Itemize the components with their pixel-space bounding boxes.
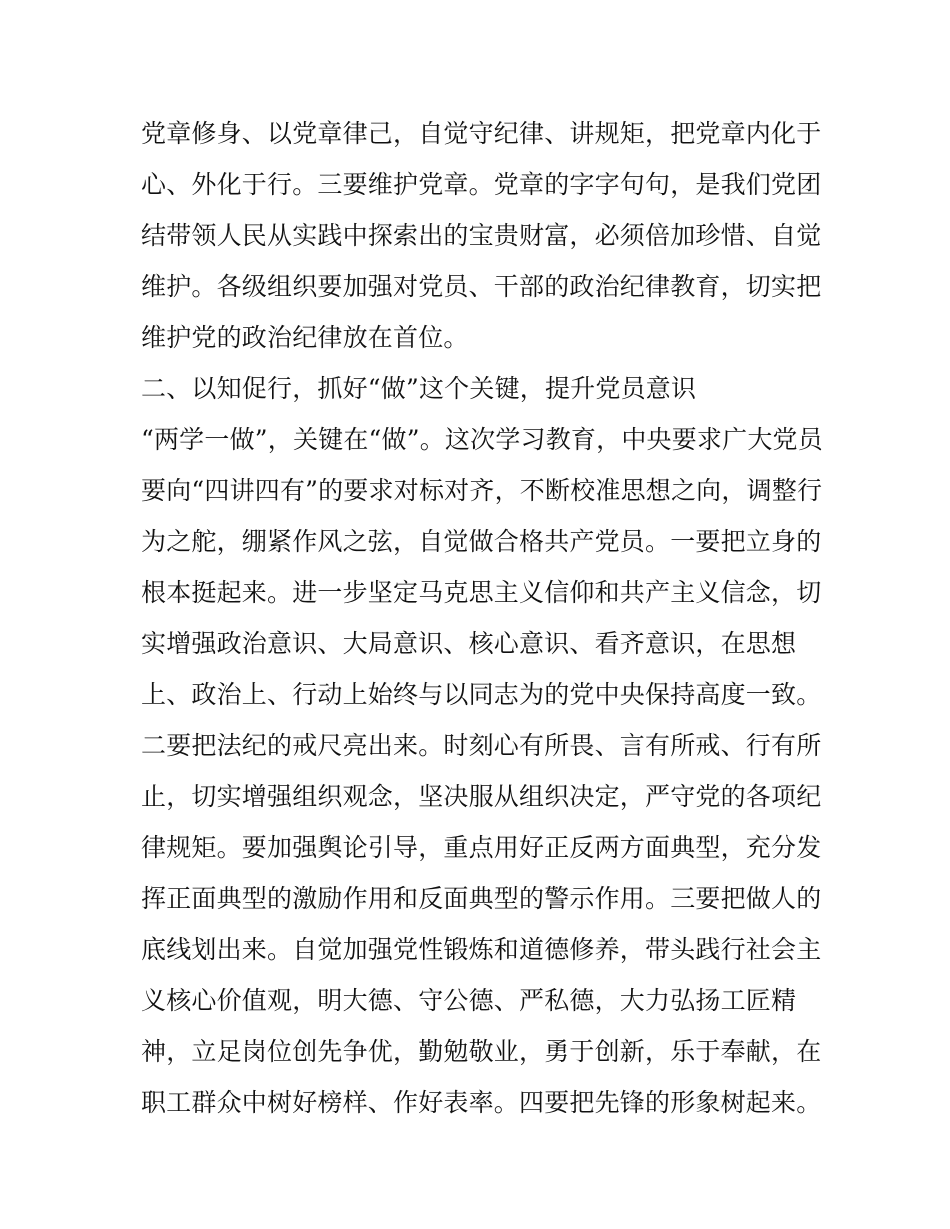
body-text [141,108,821,1128]
text-line: 挥正面典型的激励作用和反面典型的警示作用。三要把做人的 [141,884,822,913]
text-line: 结带领人民从实践中探索出的宝贵财富，必须倍加珍惜、自觉 [141,221,822,250]
text-line: 实增强政治意识、大局意识、核心意识、看齐意识，在思想 [141,629,797,658]
text-line: 要向“四讲四有”的要求对标对齐，不断校准思想之向，调整行 [141,476,823,505]
text-line: 底线划出来。自觉加强党性锻炼和道德修养，带头践行社会主 [141,935,822,964]
text-line: 为之舵，绷紧作风之弦，自觉做合格共产党员。一要把立身的 [141,527,822,556]
text-line: 维护。各级组织要加强对党员、干部的政治纪律教育，切实把 [141,272,822,301]
text-line: 上、政治上、行动上始终与以同志为的党中央保持高度一致。 [141,680,822,709]
text-line: 心、外化于行。三要维护党章。党章的字字句句，是我们党团 [141,170,822,199]
text-line: 根本挺起来。进一步坚定马克思主义信仰和共产主义信念，切 [141,578,822,607]
text-line: “两学一做”，关键在“做”。这次学习教育，中央要求广大党员 [141,425,823,454]
text-line: 职工群众中树好榜样、作好表率。四要把先锋的形象树起来。 [141,1088,822,1117]
text-line: 神，立足岗位创先争优，勤勉敬业，勇于创新，乐于奉献，在 [141,1037,822,1066]
text-line: 律规矩。要加强舆论引导，重点用好正反两方面典型，充分发 [141,833,822,862]
text-line: 维护党的政治纪律放在首位。 [141,323,469,352]
text-line: 党章修身、以党章律己，自觉守纪律、讲规矩，把党章内化于 [141,119,822,148]
text-line: 义核心价值观，明大德、守公德、严私德，大力弘扬工匠精 [141,986,797,1015]
text-line: 二要把法纪的戒尺亮出来。时刻心有所畏、言有所戒、行有所 [141,731,822,760]
text-line: 止，切实增强组织观念，坚决服从组织决定，严守党的各项纪 [141,782,822,811]
section-heading: 二、以知促行，抓好“做”这个关键，提升党员意识 [141,374,697,403]
